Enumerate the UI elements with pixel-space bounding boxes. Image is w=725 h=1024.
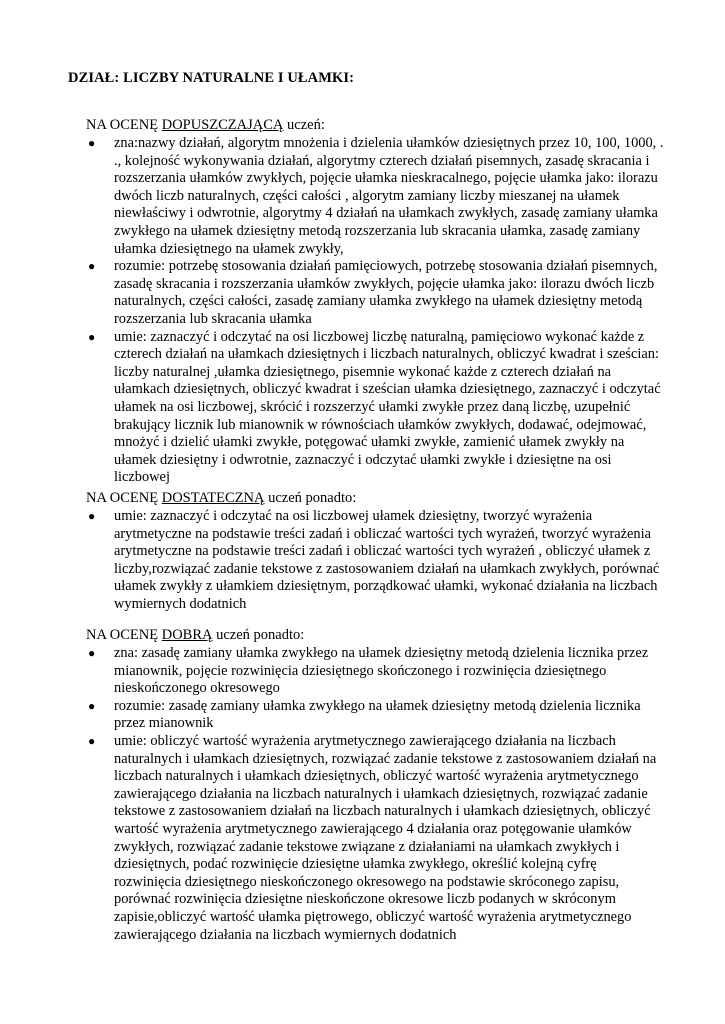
requirements-list xyxy=(86,135,666,487)
grade-label: DOSTATECZNĄ xyxy=(161,490,265,506)
list-item xyxy=(86,508,666,614)
list-item xyxy=(86,698,666,733)
section-heading xyxy=(86,626,666,644)
list-item xyxy=(86,733,666,944)
heading-prefix: NA OCENĘ xyxy=(86,627,162,643)
section-dobra xyxy=(86,626,666,944)
list-item xyxy=(86,258,666,328)
bullet-icon: ● xyxy=(88,509,96,523)
list-item-text: umie: obliczyć wartość wyrażenia arytmetycznego zawierającego działania na liczbach naturalnych i ułamkach dziesiętnych, rozwiązać zadanie tekstowe z zastosowaniem działań na liczbach naturalnych i ułamkach dziesiętnych, obliczyć wartość wyrażenia arytmetycznego zawierającego działania na liczbach naturalnych i ułamkach dziesiętnych, rozwiązać zadanie tekstowe z zastosowaniem działań na liczbach naturalnych i ułamkach dziesiętnych, obliczyć wartość wyrażenia arytmetycznego zawierającego 4 działania oraz potęgowanie ułamków zwykłych, rozwiązać zadanie tekstowe związane z działaniami na ułamkach zwykłych i dziesiętnych, podać rozwinięcie dziesiętne ułamka zwykłego, określić kolejną cyfrę rozwinięcia dziesiętnego nieskończonego okresowego na podstawie skróconego zapisu, porównać rozwinięcia dziesiętne nieskończone okresowe liczb podanych w skróconym zapisie,obliczyć wartość ułamka piętrowego, obliczyć wartość wyrażenia arytmetycznego zawierającego działania na liczbach wymiernych dodatnich xyxy=(114,732,657,943)
requirements-list xyxy=(86,645,666,944)
bullet-icon: ● xyxy=(88,733,96,748)
heading-suffix: uczeń ponadto: xyxy=(212,627,305,643)
bullet-icon: ● xyxy=(88,329,96,344)
heading-suffix: uczeń ponadto: xyxy=(264,490,357,506)
list-item xyxy=(86,329,666,487)
requirements-list xyxy=(86,508,666,614)
page-title: DZIAŁ: LICZBY NATURALNE I UŁAMKI: xyxy=(68,70,355,86)
grade-label: DOBRĄ xyxy=(161,627,213,643)
list-item-text: rozumie: zasadę zamiany ułamka zwykłego na ułamek dziesiętny metodą dzielenia licznika przez mianownik xyxy=(114,697,641,732)
section-dostateczna xyxy=(86,489,666,614)
grade-label: DOPUSZCZAJĄCĄ xyxy=(161,117,284,133)
heading-prefix: NA OCENĘ xyxy=(86,490,162,506)
list-item-text: umie: zaznaczyć i odczytać na osi liczbowej liczbę naturalną, pamięciowo wykonać każde z czterech działań na ułamkach dziesiętnych i liczbach naturalnych, obliczyć kwadrat i sześcian: liczby naturalnej ,ułamka dziesiętnego, pisemnie wykonać każde z czterech działań na ułamkach dziesiętnych, obliczyć kwadrat i sześcian ułamka dziesiętnego, zaznaczyć i odczytać ułamek na osi liczbowej, skrócić i rozszerzyć ułamki zwykłe przez daną liczbę, uzupełnić brakujący licznik lub mianownik w równościach ułamków zwykłych, dodawać, odejmować, mnożyć i dzielić ułamki zwykłe, potęgować ułamki zwykłe, zamienić ułamek zwykły na ułamek dziesiętny i odwrotnie, zaznaczyć i odczytać ułamki zwykłe i dziesiętne na osi liczbowej xyxy=(114,328,661,486)
bullet-icon: ● xyxy=(88,646,96,660)
list-item xyxy=(86,645,666,698)
list-item-text: zna: zasadę zamiany ułamka zwykłego na ułamek dziesiętny metodą dzielenia licznika przez mianownik, pojęcie rozwinięcia dziesiętnego skończonego i rozwinięcia dziesiętnego nieskończonego okresowego xyxy=(114,645,649,697)
bullet-icon: ● xyxy=(88,136,96,150)
list-item xyxy=(86,135,666,258)
heading-suffix: uczeń: xyxy=(283,117,325,133)
heading-prefix: NA OCENĘ xyxy=(86,117,162,133)
bullet-icon: ● xyxy=(88,698,96,713)
section-heading xyxy=(86,116,666,134)
bullet-icon: ● xyxy=(88,259,96,274)
list-item-text: zna:nazwy działań, algorytm mnożenia i dzielenia ułamków dziesiętnych przez 10, 100, 1000, . ., kolejność wykonywania działań, algorytmy czterech działań pisemnych, zasadę skracania i rozszerzania ułamków zwykłych, pojęcie ułamka nieskracalnego, pojęcie ułamka jako: ilorazu dwóch liczb naturalnych, części całości , algorytm zamiany liczby mieszanej na ułamek niewłaściwy i odwrotnie, algorytmy 4 działań na ułamkach zwykłych, zasadę zamiany ułamka zwykłego na ułamek dziesiętny metodą rozszerzania lub skracania ułamka, zasadę zamiany ułamka dziesiętnego na ułamek zwykły, xyxy=(114,135,664,257)
section-dopuszczajaca xyxy=(86,116,666,487)
section-heading xyxy=(86,489,666,507)
list-item-text: rozumie: potrzebę stosowania działań pamięciowych, potrzebę stosowania działań pisemnych, zasadę skracania i rozszerzania ułamków zwykłych, pojęcie ułamka jako: ilorazu dwóch liczb naturalnych, części całości, zasadę zamiany ułamka zwykłego na ułamek dziesiętny metodą rozszerzania lub skracania ułamka xyxy=(114,258,658,327)
list-item-text: umie: zaznaczyć i odczytać na osi liczbowej ułamek dziesiętny, tworzyć wyrażenia arytmetyczne na podstawie treści zadań i obliczać wartości tych wyrażeń, tworzyć wyrażenia arytmetyczne na podstawie treści zadań i obliczać wartości tych wyrażeń , obliczyć ułamek z liczby,rozwiązać zadanie tekstowe z zastosowaniem działań na ułamkach zwykłych, porównać ułamek zwykły z ułamkiem dziesiętnym, porządkować ułamki, wykonać działania na liczbach wymiernych dodatnich xyxy=(114,508,660,612)
